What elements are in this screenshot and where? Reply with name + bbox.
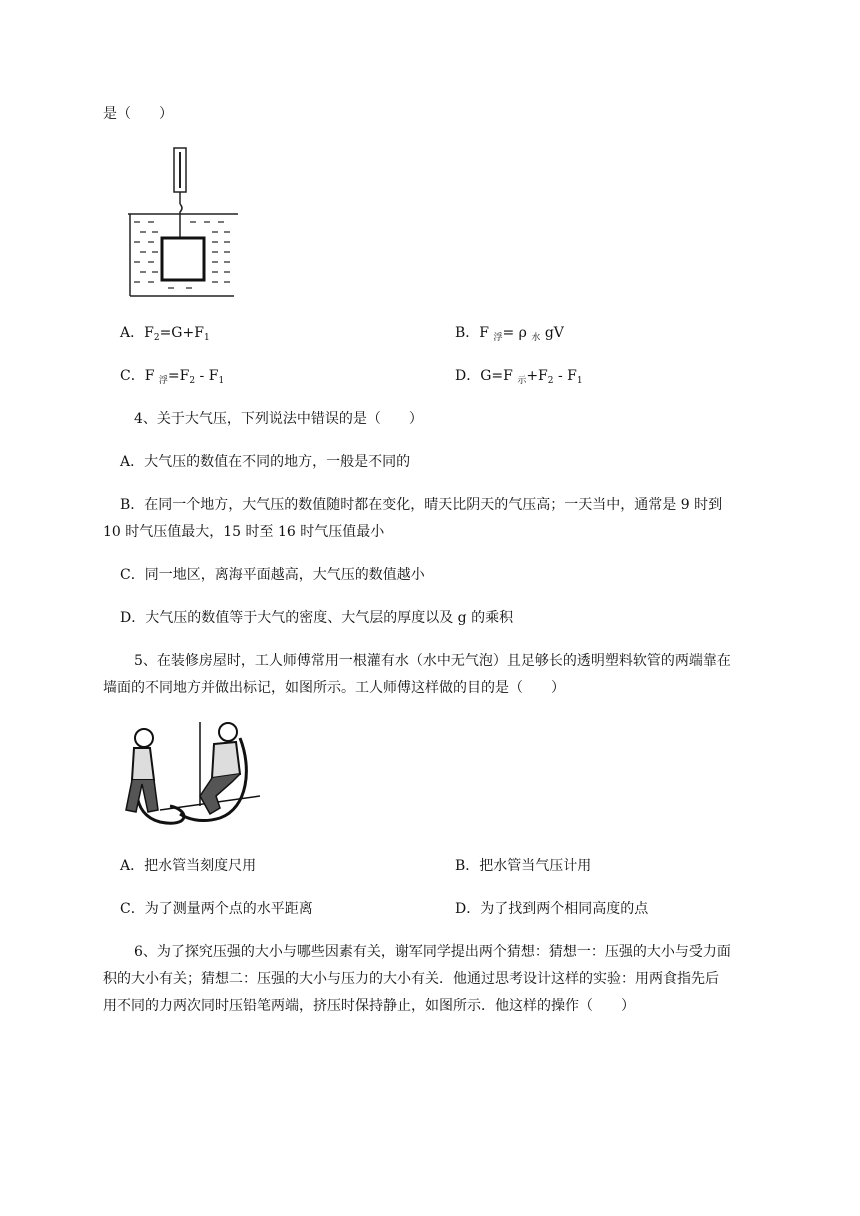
q3-option-a[interactable]: A．$F_2=G+F_1$ — [120, 325, 210, 343]
q4-option-d[interactable]: D．大气压的数值等于大气的密度、大气层的厚度以及 g 的乘积 — [120, 610, 514, 626]
q3-stem-tail: 是（ ） — [103, 106, 173, 122]
q6-stem-line3: 用不同的力两次同时压铅笔两端，挤压时保持静止，如图所示．他这样的操作（ ） — [103, 998, 635, 1014]
workers-water-tube-figure — [120, 718, 265, 828]
worker-left-icon — [126, 729, 158, 812]
q5-stem-line1: 5、在装修房屋时，工人师傅常用一根灌有水（水中无气泡）且足够长的透明塑料软管的两端靠在 — [134, 653, 731, 669]
q3-option-c[interactable]: C．F $_浮=F_2 - F_1$ — [120, 368, 225, 386]
q5-option-d[interactable]: D．为了找到两个相同高度的点 — [455, 901, 649, 917]
q5-option-c[interactable]: C．为了测量两个点的水平距离 — [120, 901, 313, 917]
q5-option-b[interactable]: B．把水管当气压计用 — [455, 858, 592, 874]
submerged-block — [162, 238, 204, 280]
q4-option-c[interactable]: C．同一地区，离海平面越高，大气压的数值越小 — [120, 567, 425, 583]
q3-option-d[interactable]: D．G=F $_示+F_2 - F_1$ — [455, 368, 583, 386]
q5-option-a[interactable]: A．把水管当刻度尺用 — [120, 858, 257, 874]
q4-stem: 4、关于大气压，下列说法中错误的是（ ） — [134, 411, 423, 427]
q4-option-b-line2[interactable]: 10 时气压值最大，15 时至 16 时气压值最小 — [103, 524, 385, 540]
q3-option-b[interactable]: B．F $_浮$= ρ $_水$ gV — [455, 325, 564, 343]
q6-stem-line1: 6、为了探究压强的大小与哪些因素有关，谢军同学提出两个猜想：猜想一：压强的大小与受力面 — [134, 944, 731, 960]
spring-scale-figure — [128, 146, 240, 298]
q4-option-b-line1[interactable]: B．在同一个地方，大气压的数值随时都在变化，晴天比阴天的气压高；一天当中，通常是 9 时到 — [120, 497, 723, 513]
q4-option-a[interactable]: A．大气压的数值在不同的地方，一般是不同的 — [120, 454, 411, 470]
q5-stem-line2: 墙面的不同地方并做出标记，如图所示。工人师傅这样做的目的是（ ） — [103, 680, 565, 696]
q6-stem-line2: 积的大小有关；猜想二：压强的大小与压力的大小有关．他通过思考设计这样的实验：用两食指先后 — [103, 971, 719, 987]
